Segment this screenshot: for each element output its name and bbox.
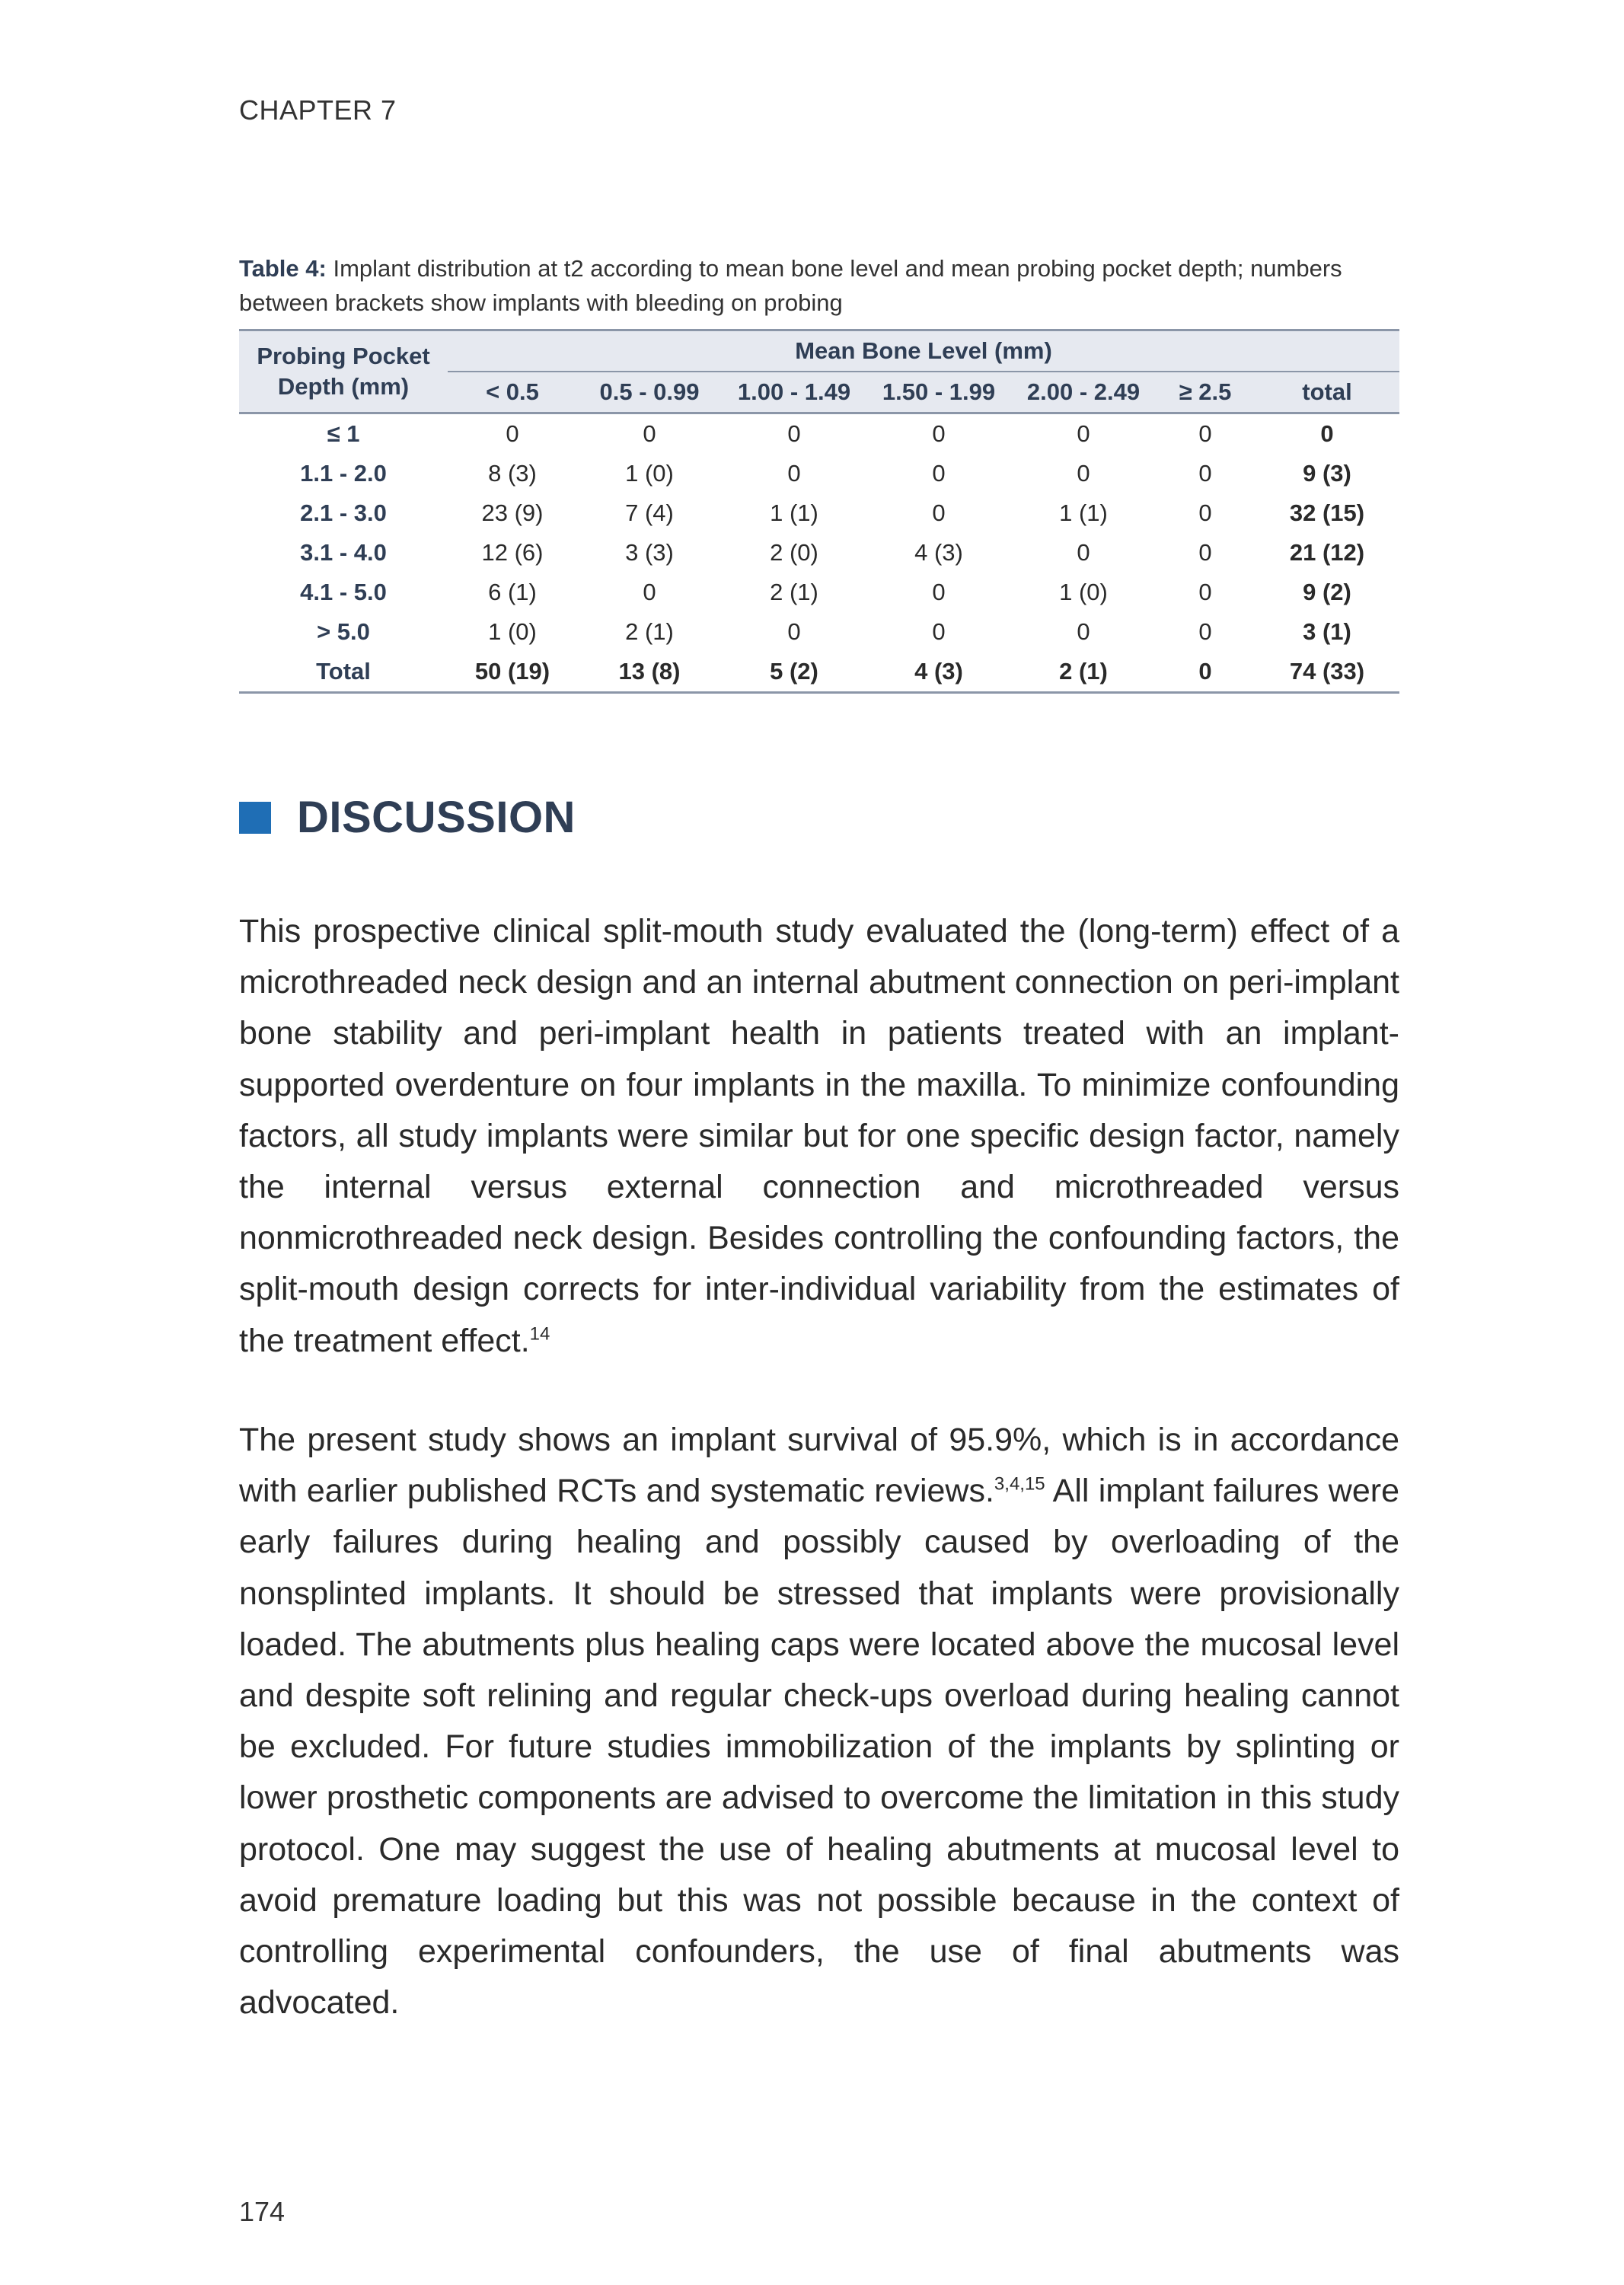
table-cell: 2 (0) (770, 539, 818, 566)
column-header: 0.5 - 0.99 (577, 372, 722, 413)
table-cell: 8 (3) (488, 460, 537, 487)
column-header: ≥ 2.5 (1156, 372, 1255, 413)
table-cell: 1 (0) (488, 618, 537, 645)
table-cell: 1 (0) (1059, 579, 1108, 605)
table-cell: 1 (1) (770, 499, 818, 526)
table-cell: 0 (787, 618, 801, 645)
row-label: Total (239, 652, 448, 693)
table-cell-total: 32 (15) (1289, 499, 1365, 526)
table-cell: 0 (1077, 618, 1090, 645)
table-cell: 0 (1198, 420, 1212, 447)
table-cell: 0 (1077, 420, 1090, 447)
row-label: > 5.0 (317, 618, 370, 645)
table-cell: 0 (1198, 460, 1212, 487)
row-label: ≤ 1 (327, 420, 360, 447)
body-paragraph (239, 906, 1399, 1367)
table-cell: 2 (1) (625, 618, 674, 645)
table-cell: 2 (1) (770, 579, 818, 605)
table-cell: 0 (787, 460, 801, 487)
table-row-total (239, 652, 1399, 693)
table-cell: 3 (3) (625, 539, 674, 566)
page-number: 174 (239, 2196, 286, 2227)
column-header: < 0.5 (448, 372, 577, 413)
table-row (239, 533, 1399, 573)
table-cell: 0 (643, 420, 656, 447)
column-header: total (1255, 372, 1399, 413)
table-cell-total: 0 (1320, 420, 1334, 447)
table-cell: 7 (4) (625, 499, 674, 526)
group-header: Mean Bone Level (mm) (448, 330, 1399, 372)
table-cell: 4 (3) (914, 539, 963, 566)
body-paragraph (239, 1415, 1399, 2028)
section-title: DISCUSSION (297, 793, 576, 842)
table-cell: 1 (0) (625, 460, 674, 487)
table-caption-label: Table 4: (239, 255, 327, 282)
paragraph-text: All implant failures were early failures during healing and possibly caused by overloading of the nonsplinted implants. It should be stressed that implants were provisionally loaded. The abutments plus healing caps were located above the mucosal level and despite soft relining and regular check-ups overload during healing cannot be excluded. For future studies immobilization of the implants by splinting or lower prosthetic components are advised to overcome the limitation in this study protocol. One may suggest the use of healing abutments at mucosal level to avoid premature loading but this was not possible because in the context of controlling experimental confounders, the use of final abutments was advocated. (239, 1473, 1399, 2022)
table-cell-total: 3 (1) (1303, 618, 1351, 645)
implant-distribution-table (239, 329, 1399, 694)
row-header: Probing Pocket Depth (mm) (239, 330, 448, 413)
table-cell: 6 (1) (488, 579, 537, 605)
table-cell: 23 (9) (481, 499, 544, 526)
row-label: 1.1 - 2.0 (300, 460, 387, 487)
table-cell: 0 (1077, 539, 1090, 566)
table-cell: 0 (932, 420, 946, 447)
table-cell: 0 (506, 420, 519, 447)
column-header: 2.00 - 2.49 (1011, 372, 1156, 413)
table-cell: 0 (1198, 579, 1212, 605)
table-cell: 0 (932, 618, 946, 645)
section-marker-square-icon (239, 802, 271, 834)
table-cell: 0 (1198, 618, 1212, 645)
table-row (239, 493, 1399, 533)
table-cell: 50 (19) (448, 652, 577, 693)
table-cell: 2 (1) (1011, 652, 1156, 693)
table-cell: 13 (8) (577, 652, 722, 693)
citation-superscript: 3,4,15 (994, 1473, 1045, 1495)
table-row (239, 413, 1399, 455)
table-cell: 0 (1077, 460, 1090, 487)
table-cell-total: 74 (33) (1255, 652, 1399, 693)
paragraph-text: This prospective clinical split-mouth study evaluated the (long-term) effect of a microthreaded neck design and an internal abutment connection on peri-implant bone stability and peri-implant health in patients treated with an implant-supported overdenture on four implants in the maxilla. To minimize confounding factors, all study implants were similar but for one specific design factor, namely the internal versus external connection and microthreaded versus nonmicrothreaded neck design. Besides controlling the confounding factors, the split-mouth design corrects for inter-individual variability from the estimates of the treatment effect. (239, 913, 1399, 1359)
table-caption (239, 251, 1399, 320)
table-cell: 0 (1156, 652, 1255, 693)
table-cell: 0 (932, 460, 946, 487)
table-row (239, 454, 1399, 493)
row-label: 3.1 - 4.0 (300, 539, 387, 566)
table-cell: 0 (643, 579, 656, 605)
table-cell-total: 21 (12) (1289, 539, 1365, 566)
table-caption-text: Implant distribution at t2 according to mean bone level and mean probing pocket depth; numbers between brackets show implants with bleeding on probing (239, 255, 1342, 316)
section-heading (239, 792, 576, 843)
table-cell: 0 (932, 499, 946, 526)
table-cell: 0 (1198, 539, 1212, 566)
table-cell-total: 9 (2) (1303, 579, 1351, 605)
row-label: 2.1 - 3.0 (300, 499, 387, 526)
row-label: 4.1 - 5.0 (300, 579, 387, 605)
table-cell: 0 (932, 579, 946, 605)
table-cell: 0 (1198, 499, 1212, 526)
table-cell-total: 9 (3) (1303, 460, 1351, 487)
table-cell: 12 (6) (481, 539, 544, 566)
table-row (239, 612, 1399, 652)
table-cell: 0 (787, 420, 801, 447)
column-header: 1.50 - 1.99 (866, 372, 1011, 413)
table-cell: 1 (1) (1059, 499, 1108, 526)
citation-superscript: 14 (529, 1323, 550, 1345)
paragraph-text: The present study shows an implant survival of 95.9%, which is in accordance with earlier published RCTs and systematic reviews. (239, 1422, 1399, 1510)
chapter-header: CHAPTER 7 (239, 94, 397, 126)
table-row (239, 573, 1399, 612)
table-cell: 5 (2) (722, 652, 866, 693)
table-cell: 4 (3) (866, 652, 1011, 693)
column-header: 1.00 - 1.49 (722, 372, 866, 413)
